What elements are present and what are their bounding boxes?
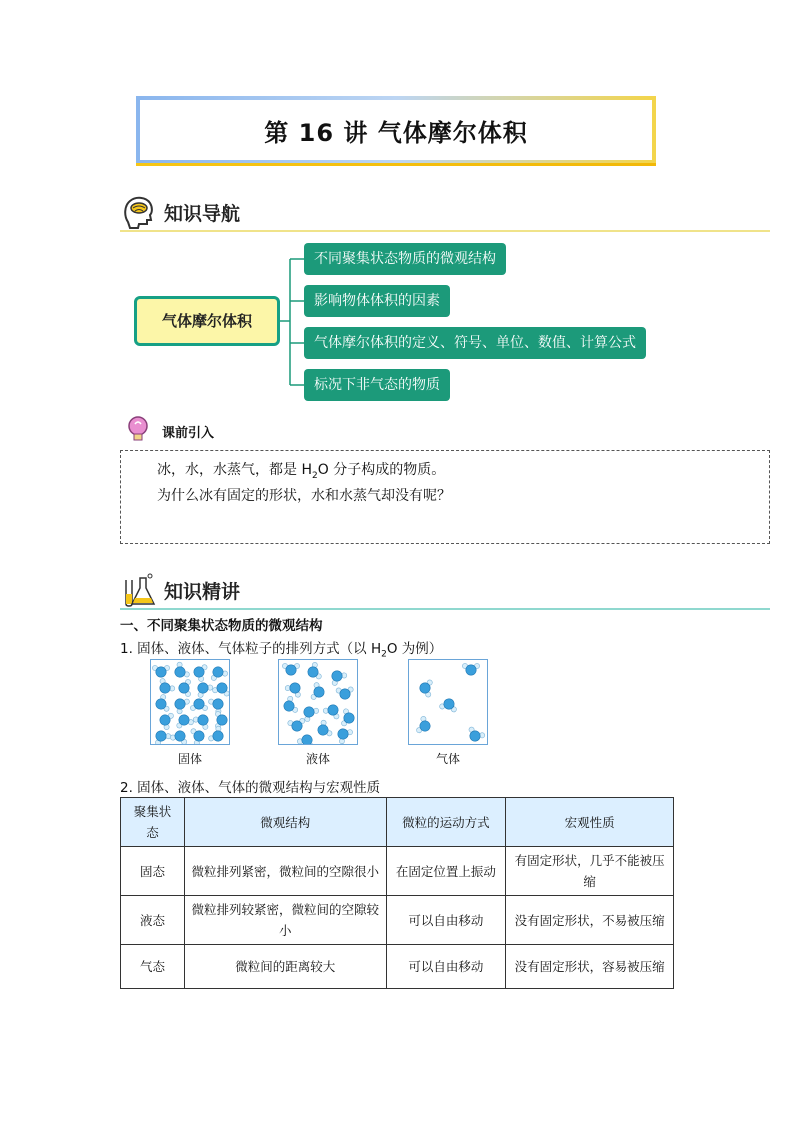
item-2: 2. 固体、液体、气体的微观结构与宏观性质 (120, 780, 381, 796)
knowledge-section-header (120, 570, 770, 610)
gas-molecule-diagram (408, 659, 488, 745)
diagram-label-solid: 固体 (177, 752, 202, 766)
table-header-cell: 微观结构 (184, 798, 386, 847)
item-1: 1. 固体、液体、气体粒子的排列方式（以 $H_2O$ 为例） (120, 641, 443, 660)
table-header-row (121, 798, 674, 847)
table-cell: 可以自由移动 (386, 945, 506, 989)
section-heading: 一、不同聚集状态物质的微观结构 (120, 618, 323, 634)
table-header-cell: 宏观性质 (506, 798, 674, 847)
flask-icon (120, 570, 158, 608)
nav-section-title: 知识导航 (164, 199, 240, 226)
intro-line-2: 为什么冰有固定的形状，水和水蒸气却没有呢？ (157, 488, 451, 504)
mindmap-branch-4: 标况下非气态的物质 (304, 369, 450, 401)
intro-line-1: 冰，水，水蒸气，都是 $H_2O$ 分子构成的物质。 (157, 462, 446, 481)
states-table (120, 797, 674, 989)
table-cell: 液态 (121, 896, 185, 945)
header-rule (120, 230, 770, 232)
table-row (121, 945, 674, 989)
table-row (121, 896, 674, 945)
table-cell: 有固定形状，几乎不能被压缩 (506, 847, 674, 896)
mindmap-branch-2: 影响物体体积的因素 (304, 285, 450, 317)
intro-header: 课前引入 (162, 426, 215, 441)
table-row (121, 847, 674, 896)
table-header-cell: 微粒的运动方式 (386, 798, 506, 847)
intro-box (120, 450, 770, 544)
brain-head-icon (120, 192, 158, 230)
title-box (136, 96, 656, 164)
table-cell: 在固定位置上振动 (386, 847, 506, 896)
lightbulb-icon (124, 414, 154, 444)
table-cell: 可以自由移动 (386, 896, 506, 945)
solid-molecule-diagram (150, 659, 230, 745)
nav-section-header (120, 192, 770, 232)
table-cell: 微粒排列较紧密，微粒间的空隙较小 (184, 896, 386, 945)
knowledge-section-title: 知识精讲 (164, 577, 240, 604)
table-cell: 固态 (121, 847, 185, 896)
diagram-label-liquid: 液体 (305, 752, 330, 766)
header-rule (120, 608, 770, 610)
diagram-label-gas: 气体 (435, 752, 460, 766)
table-cell: 没有固定形状，容易被压缩 (506, 945, 674, 989)
table-cell: 微粒间的距离较大 (184, 945, 386, 989)
table-header-cell: 聚集状 态 (121, 798, 185, 847)
table-cell: 没有固定形状，不易被压缩 (506, 896, 674, 945)
mindmap-branch-3: 气体摩尔体积的定义、符号、单位、数值、计算公式 (304, 327, 646, 359)
table-cell: 微粒排列紧密，微粒间的空隙很小 (184, 847, 386, 896)
liquid-molecule-diagram (278, 659, 358, 745)
mindmap-root: 气体摩尔体积 (134, 296, 280, 346)
mindmap-branch-1: 不同聚集状态物质的微观结构 (304, 243, 506, 275)
page-title: 第 16 讲 气体摩尔体积 (264, 118, 528, 147)
table-cell: 气态 (121, 945, 185, 989)
